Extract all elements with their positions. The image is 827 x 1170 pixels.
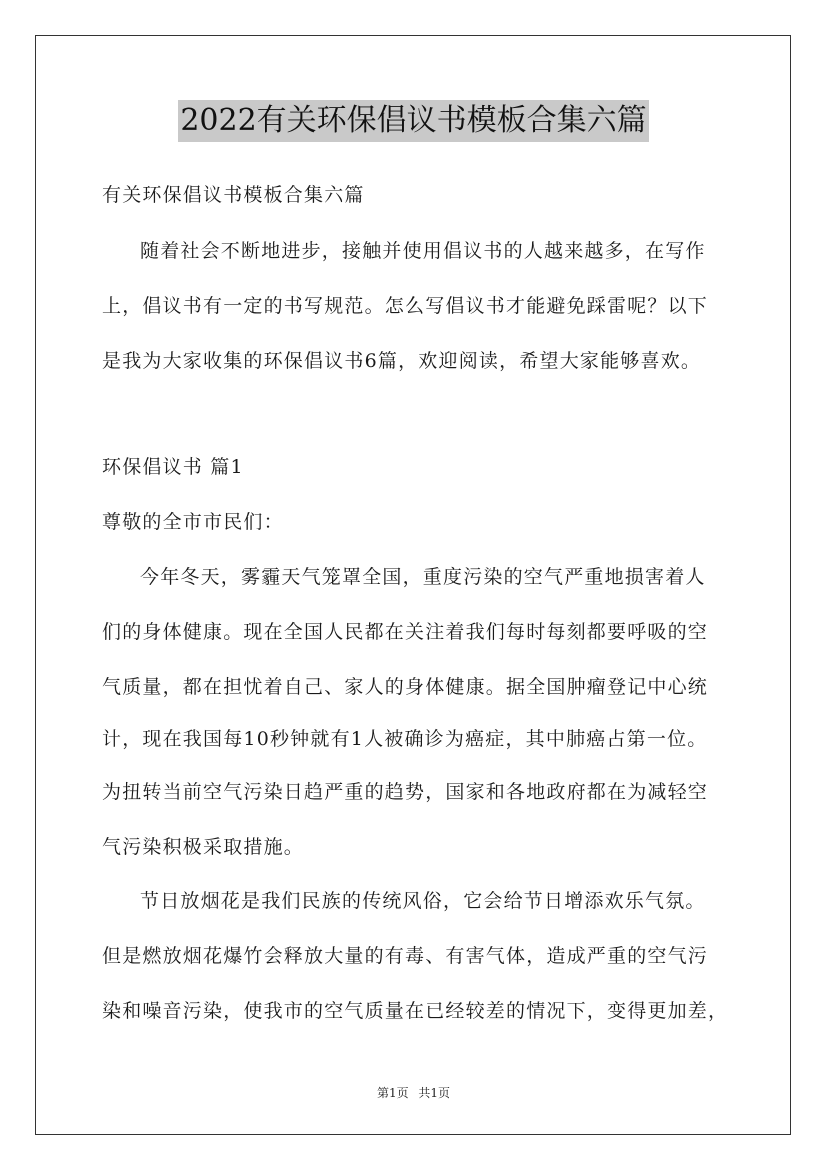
para2-line-1: 节日放烟花是我们民族的传统风俗，它会给节日增添欢乐气氛。 xyxy=(140,890,706,912)
para1-line-4: 计，现在我国每10秒钟就有1人被确诊为癌症，其中肺癌占第一位。 xyxy=(102,728,708,750)
section-heading: 环保倡议书 篇1 xyxy=(102,456,244,478)
para1-line-2: 们的身体健康。现在全国人民都在关注着我们每时每刻都要呼吸的空 xyxy=(102,621,709,643)
page-total: 共1页 xyxy=(418,1086,451,1100)
para2-line-3: 染和噪音污染，使我市的空气质量在已经较差的情况下，变得更加差， xyxy=(102,1000,729,1022)
para1-line-6: 气污染积极采取措施。 xyxy=(102,836,305,858)
para1-line-1: 今年冬天，雾霾天气笼罩全国，重度污染的空气严重地损害着人 xyxy=(140,566,706,588)
salutation: 尊敬的全市市民们： xyxy=(102,511,284,533)
document-subtitle: 有关环保倡议书模板合集六篇 xyxy=(102,184,365,206)
intro-line-1: 随着社会不断地进步，接触并使用倡议书的人越来越多，在写作 xyxy=(140,240,706,262)
page-number: 第1页 xyxy=(376,1086,409,1100)
para1-line-3: 气质量，都在担忧着自己、家人的身体健康。据全国肿瘤登记中心统 xyxy=(102,676,709,698)
page-footer xyxy=(0,1084,827,1101)
para2-line-2: 但是燃放烟花爆竹会释放大量的有毒、有害气体，造成严重的空气污 xyxy=(102,945,709,967)
intro-line-3: 是我为大家收集的环保倡议书6篇，欢迎阅读，希望大家能够喜欢。 xyxy=(102,350,702,372)
document-title: 2022有关环保倡议书模板合集六篇 xyxy=(178,100,648,142)
intro-line-2: 上，倡议书有一定的书写规范。怎么写倡议书才能避免踩雷呢？以下 xyxy=(102,295,709,317)
para1-line-5: 为扭转当前空气污染日趋严重的趋势，国家和各地政府都在为减轻空 xyxy=(102,781,709,803)
title-container xyxy=(0,100,827,142)
